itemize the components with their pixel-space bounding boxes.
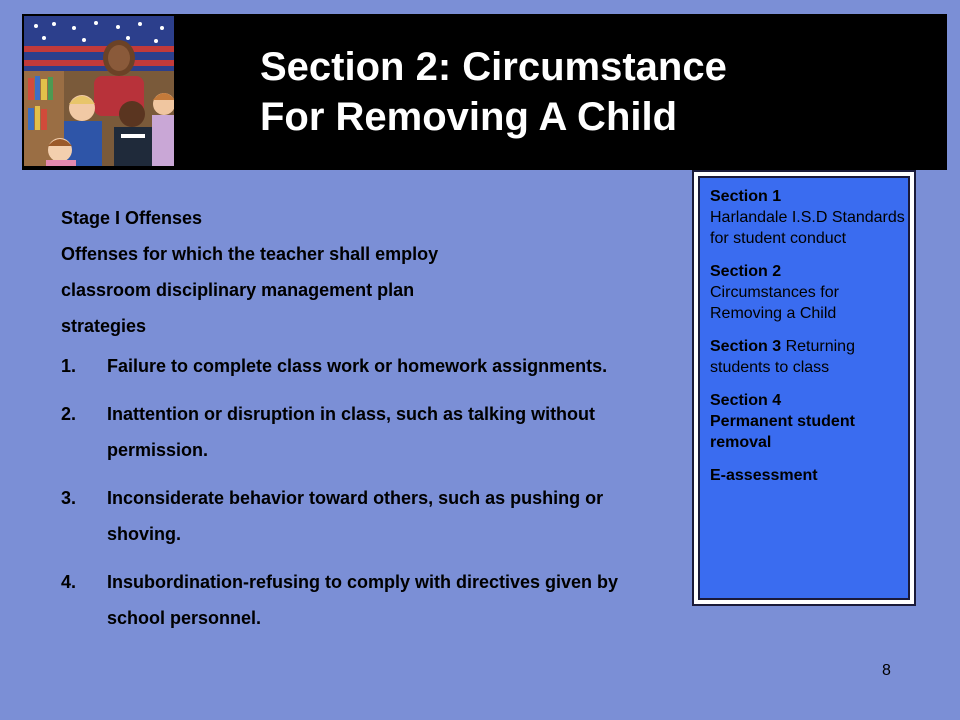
offense-number: 1. [61,356,77,376]
page-title-line-2: For Removing A Child [260,95,678,139]
offense-text: Inconsiderate behavior toward others, such as pushing or shoving. [107,488,604,544]
section-nav-list [710,186,906,498]
classroom-photo [24,16,174,166]
nav-section-3[interactable] [710,336,906,378]
offense-number: 4. [61,572,77,592]
offense-number: 2. [61,404,77,424]
classroom-photo-image [24,16,174,166]
nav-section-4-text: Permanent student removal [710,413,855,451]
nav-section-1[interactable] [710,186,906,249]
stage-title: Stage I Offenses [61,208,203,228]
nav-e-assessment[interactable] [710,465,906,486]
intro-line: strategies [61,316,147,336]
nav-section-4-label: Section 4 [710,392,782,409]
offense-item [61,480,661,552]
nav-section-3-text: Returning students to class [710,338,855,376]
nav-section-4[interactable] [710,390,906,453]
section-navigation [692,170,916,606]
offense-text: Insubordination-refusing to comply with directives given by school personnel. [107,572,619,628]
page-title [260,42,900,142]
section-navigation-panel [698,176,910,600]
offense-text: Failure to complete class work or homework assignments. [107,356,608,376]
nav-section-2-text: Circumstances for Removing a Child [710,284,839,322]
offense-number: 3. [61,488,77,508]
nav-section-1-label: Section 1 [710,188,782,205]
offenses-content [61,200,661,648]
offense-item [61,396,661,468]
nav-e-assessment-label: E-assessment [710,467,818,484]
nav-section-2-label: Section 2 [710,263,782,280]
nav-section-2[interactable] [710,261,906,324]
offense-item [61,564,661,636]
page-title-line-1: Section 2: Circumstance [260,45,727,89]
page-number: 8 [882,662,891,679]
offense-list [61,348,661,636]
offense-item [61,348,661,384]
intro-line: Offenses for which the teacher shall employ [61,244,439,264]
nav-section-1-text: Harlandale I.S.D Standards for student conduct [710,209,905,247]
intro-line: classroom disciplinary management plan [61,280,415,300]
nav-section-3-label: Section 3 [710,338,782,355]
offense-text: Inattention or disruption in class, such as talking without permission. [107,404,596,460]
